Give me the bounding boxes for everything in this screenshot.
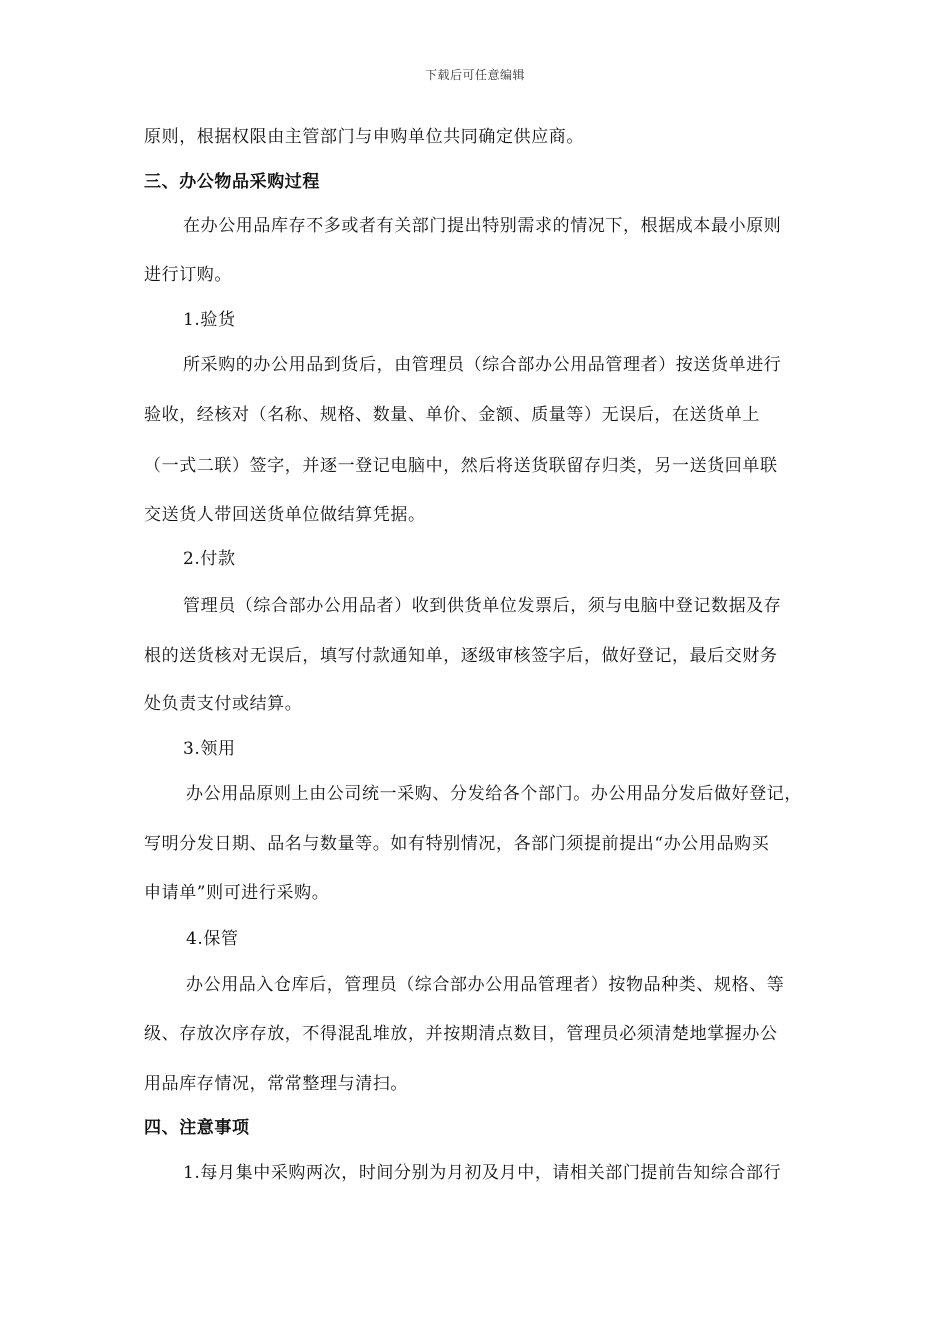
subheading: 3.领用 (183, 739, 236, 759)
header-note: 下载后可任意编辑 (424, 68, 525, 82)
paragraph-line: 办公用品入仓库后，管理员（综合部办公用品管理者）按物品种类、规格、等 (186, 975, 785, 995)
paragraph-line: 用品库存情况，常常整理与清扫。 (144, 1074, 408, 1094)
paragraph-line: 写明分发日期、品名与数量等。如有特别情况，各部门须提前提出“办公用品购买 (144, 834, 770, 854)
paragraph-line: 原则，根据权限由主管部门与申购单位共同确定供应商。 (144, 127, 584, 147)
subheading: 2.付款 (183, 549, 236, 569)
subheading: 1.验货 (183, 310, 236, 330)
paragraph-line: 1.每月集中采购两次，时间分别为月初及月中，请相关部门提前告知综合部行 (183, 1163, 782, 1183)
section-heading: 三、办公物品采购过程 (144, 172, 320, 192)
paragraph-line: 进行订购。 (144, 265, 232, 285)
section-heading: 四、注意事项 (144, 1118, 250, 1138)
paragraph-line: 申请单”则可进行采购。 (144, 883, 330, 903)
paragraph-line: 在办公用品库存不多或者有关部门提出特别需求的情况下，根据成本最小原则 (183, 216, 782, 236)
paragraph-line: 级、存放次序存放，不得混乱堆放，并按期清点数目，管理员必须清楚地掌握办公 (144, 1024, 778, 1044)
paragraph-line: 根的送货核对无误后，填写付款通知单，逐级审核签字后，做好登记，最后交财务 (144, 646, 778, 666)
paragraph-line: 办公用品原则上由公司统一采购、分发给各个部门。办公用品分发后做好登记， (186, 784, 802, 804)
paragraph-line: 验收，经核对（名称、规格、数量、单价、金额、质量等）无误后，在送货单上 (144, 405, 760, 425)
paragraph-line: （一式二联）签字，并逐一登记电脑中，然后将送货联留存归类，另一送货回单联 (144, 456, 778, 476)
paragraph-line: 管理员（综合部办公用品者）收到供货单位发票后，须与电脑中登记数据及存 (183, 596, 782, 616)
paragraph-line: 交送货人带回送货单位做结算凭据。 (144, 505, 426, 525)
subheading: 4.保管 (186, 929, 239, 949)
paragraph-line: 所采购的办公用品到货后，由管理员（综合部办公用品管理者）按送货单进行 (183, 355, 782, 375)
paragraph-line: 处负责支付或结算。 (144, 694, 303, 714)
